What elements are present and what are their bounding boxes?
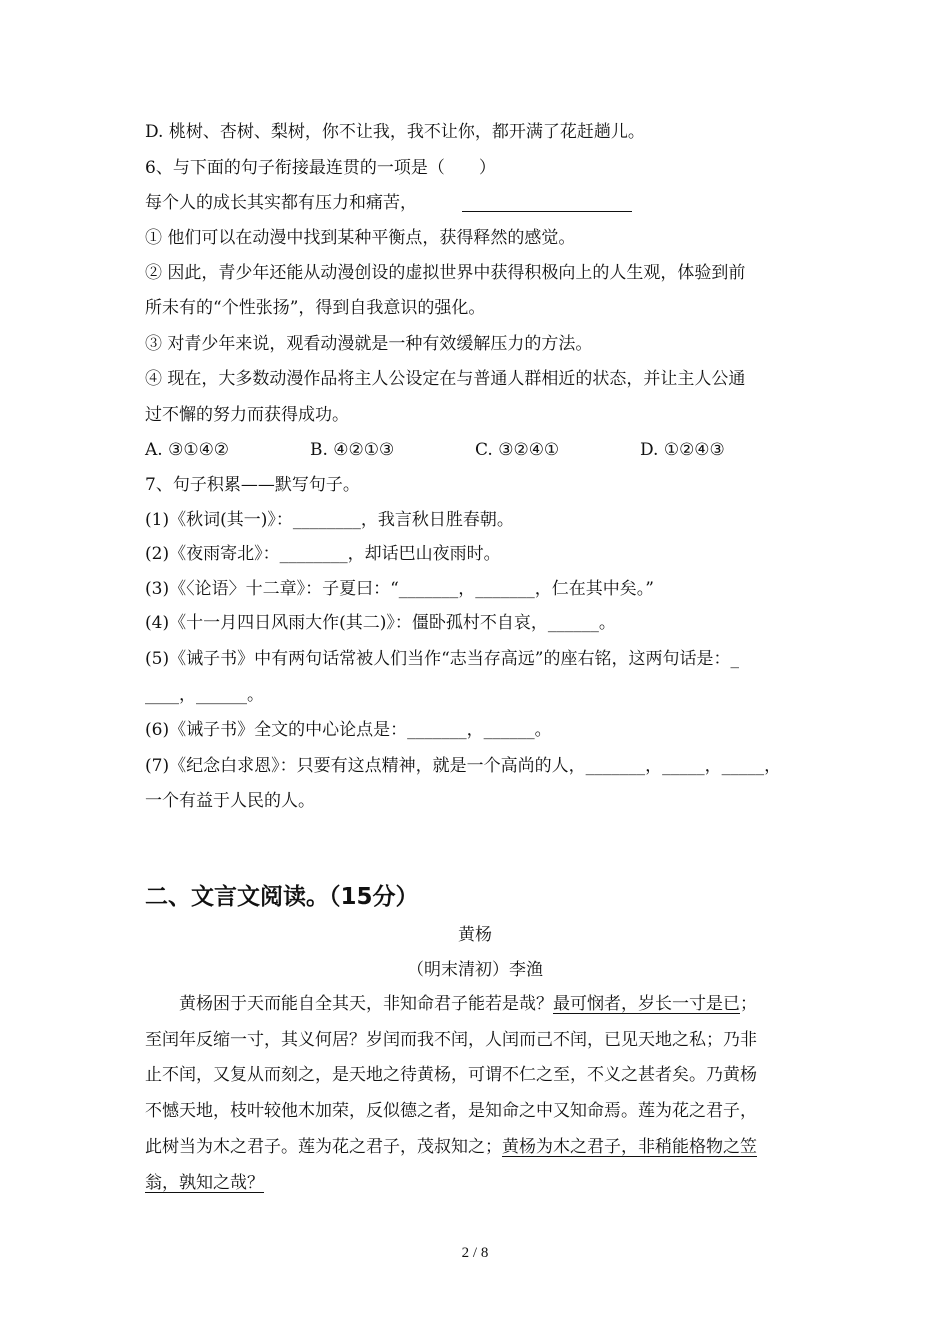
passage-line-1: [179, 993, 757, 1015]
q7-line-5a: (5)《诫子书》中有两句话常被人们当作“志当存高远”的座右铭，这两句话是：_: [145, 649, 739, 669]
q6-option-d: D. ①②④③: [640, 440, 725, 460]
passage-line-3: 止不闰，又复从而刻之，是天地之待黄杨，可谓不仁之至，不义之甚者矣。乃黄杨: [145, 1065, 757, 1085]
poem-title: 黄杨: [458, 925, 492, 945]
poem-author: （明末清初）李渔: [407, 960, 543, 980]
q6-item-4a: ④ 现在，大多数动漫作品将主人公设定在与普通人群相近的状态，并让主人公通: [145, 369, 746, 389]
section-title: 二、文言文阅读。（15分）: [145, 884, 419, 910]
q7-line-4: (4)《十一月四日风雨大作(其二)》：僵卧孤村不自哀，______。: [145, 613, 616, 633]
q6-item-2b: 所未有的“个性张扬”，得到自我意识的强化。: [145, 298, 486, 318]
q7-stem: 7、句子积累——默写句子。: [145, 475, 360, 495]
q5-option-d: D. 桃树、杏树、梨树，你不让我，我不让你，都开满了花赶趟儿。: [145, 122, 645, 142]
passage-text: 黄杨困于天而能自全其天，非知命君子能若是哉？: [179, 994, 553, 1014]
q7-line-5b: ____，______。: [145, 685, 264, 705]
q6-item-4b: 过不懈的努力而获得成功。: [145, 405, 349, 425]
q6-item-1: ① 他们可以在动漫中找到某种平衡点，获得释然的感觉。: [145, 228, 576, 248]
answer-blank-line: [462, 211, 632, 212]
q7-line-7a: (7)《纪念白求恩》：只要有这点精神，就是一个高尚的人，_______，_____，_____，: [145, 756, 782, 776]
q7-line-2: (2)《夜雨寄北》：________，却话巴山夜雨时。: [145, 544, 501, 564]
q7-line-1: (1)《秋词(其一)》：________，我言秋日胜春朝。: [145, 510, 514, 530]
passage-line-4: 不憾天地，枝叶较他木加荣，反似德之者，是知命之中又知命焉。莲为花之君子，: [145, 1101, 757, 1121]
q6-option-b: B. ④②①③: [310, 440, 395, 460]
passage-line-6: 翁，孰知之哉？: [145, 1173, 264, 1193]
q7-line-3: (3)《〈论语〉十二章》：子夏曰：“_______，_______，仁在其中矣。”: [145, 579, 654, 599]
q6-stem: 6、与下面的句子衔接最连贯的一项是（ ）: [145, 158, 496, 178]
q6-option-a: A. ③①④②: [145, 440, 230, 460]
passage-text: 此树当为木之君子。莲为花之君子，茂叔知之；: [145, 1137, 502, 1157]
q6-option-c: C. ③②④①: [475, 440, 560, 460]
q6-item-3: ③ 对青少年来说，观看动漫就是一种有效缓解压力的方法。: [145, 334, 593, 354]
q6-sentence: 每个人的成长其实都有压力和痛苦，: [145, 193, 417, 213]
q7-line-7b: 一个有益于人民的人。: [145, 791, 315, 811]
page-number: 2 / 8: [461, 1245, 489, 1261]
underlined-sentence-2: 黄杨为木之君子，非稍能格物之笠: [502, 1137, 757, 1157]
underlined-sentence-1: 最可悯者，岁长一寸是已: [553, 994, 740, 1014]
passage-punct: ；: [740, 994, 757, 1014]
q7-line-6: (6)《诫子书》全文的中心论点是：_______，______。: [145, 720, 552, 740]
passage-line-2: 至闰年反缩一寸，其义何居？岁闰而我不闰，人闰而己不闰，已见天地之私；乃非: [145, 1030, 757, 1050]
passage-line-5: [145, 1136, 757, 1158]
q6-item-2a: ② 因此，青少年还能从动漫创设的虚拟世界中获得积极向上的人生观，体验到前: [145, 263, 746, 283]
